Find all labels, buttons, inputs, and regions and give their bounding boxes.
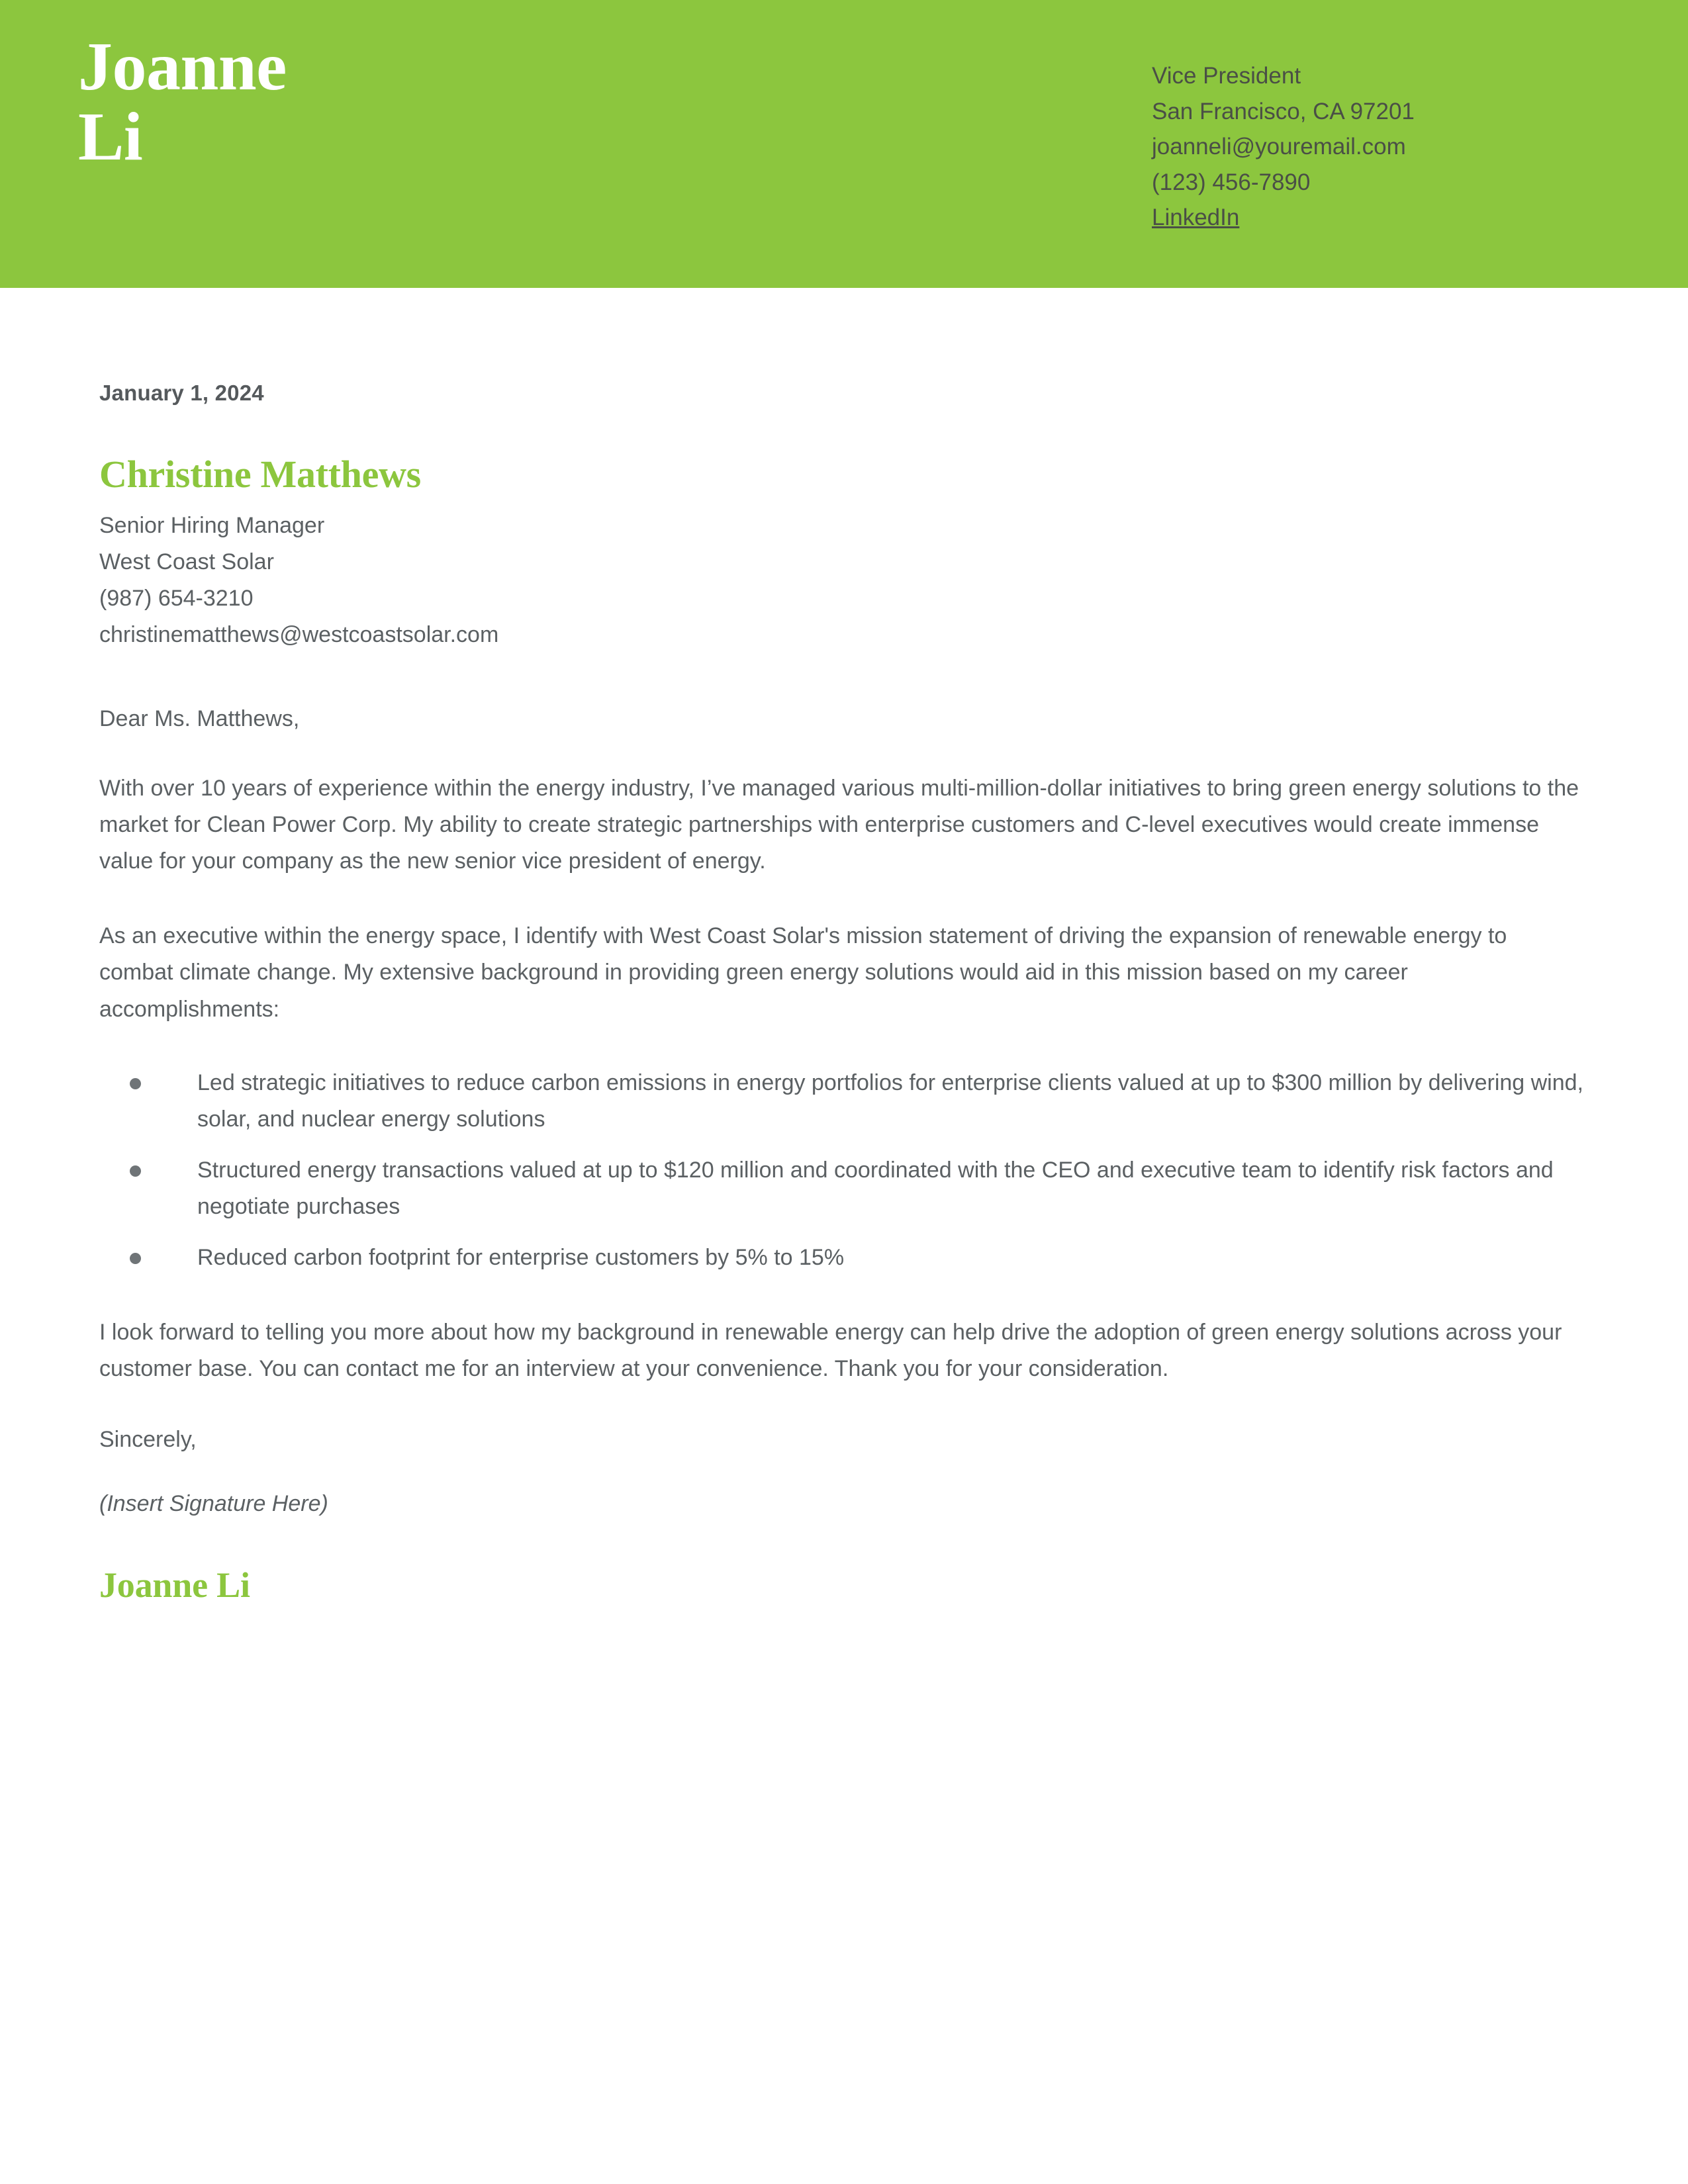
list-item-text: Led strategic initiatives to reduce carbon emissions in energy portfolios for enterprise clients valued at up to $300 million by delivering wind, solar, and nuclear energy solutions (197, 1069, 1584, 1132)
list-item-text: Reduced carbon footprint for enterprise customers by 5% to 15% (197, 1244, 845, 1270)
body-paragraph-2: As an executive within the energy space, I identify with West Coast Solar's mission statement of driving the expansion of renewable energy to combat climate change. My extensive background in providing green energy solutions would aid in this mission based on my career accomplishments: (99, 923, 1507, 1022)
recipient-phone: (987) 654-3210 (99, 585, 254, 611)
sender-first-name: Joanne (78, 28, 287, 105)
sender-location: San Francisco, CA 97201 (1152, 98, 1415, 124)
body-paragraph-3: I look forward to telling you more about how my background in renewable energy can help drive the adoption of green energy solutions across your customer base. You can contact me for an interview at your convenience. Thank you for your consideration. (99, 1319, 1562, 1382)
list-item (99, 1152, 1585, 1225)
sender-job-title: Vice President (1152, 63, 1301, 89)
body-paragraph-1: With over 10 years of experience within the energy industry, I’ve managed various multi-million-dollar initiatives to bring green energy solutions to the market for Clean Power Corp. My ability to create strategic partnerships with enterprise customers and C-level executives would create immense value for your company as the new senior vice president of energy. (99, 776, 1579, 874)
sender-phone: (123) 456-7890 (1152, 169, 1311, 195)
letter-body (0, 381, 1688, 1606)
sender-last-name: Li (78, 99, 143, 175)
list-item (99, 1065, 1585, 1138)
recipient-block (99, 453, 1585, 653)
header-band (0, 0, 1688, 288)
bullet-dot-icon (130, 1078, 141, 1089)
recipient-email: christinematthews@westcoastsolar.com (99, 622, 499, 648)
list-item-text: Structured energy transactions valued at up to $120 million and coordinated with the CEO and executive team to identify risk factors and negotiate purchases (197, 1157, 1554, 1219)
signature-name: Joanne Li (99, 1565, 250, 1606)
bullet-dot-icon (130, 1253, 141, 1264)
recipient-title: Senior Hiring Manager (99, 512, 325, 538)
accomplishments-list (99, 1065, 1585, 1276)
signature-placeholder: (Insert Signature Here) (99, 1491, 328, 1517)
sender-name (78, 28, 740, 175)
letter-date: January 1, 2024 (99, 381, 264, 405)
list-item (99, 1240, 1585, 1276)
bullet-dot-icon (130, 1165, 141, 1177)
recipient-name: Christine Matthews (99, 453, 421, 496)
linkedin-link[interactable]: LinkedIn (1152, 205, 1240, 231)
recipient-details (99, 508, 1585, 653)
sender-email[interactable]: joanneli@youremail.com (1152, 134, 1406, 160)
salutation: Dear Ms. Matthews, (99, 706, 300, 732)
recipient-company: West Coast Solar (99, 549, 274, 574)
closing-salutation: Sincerely, (99, 1427, 197, 1453)
sender-contact-block (1152, 58, 1415, 236)
